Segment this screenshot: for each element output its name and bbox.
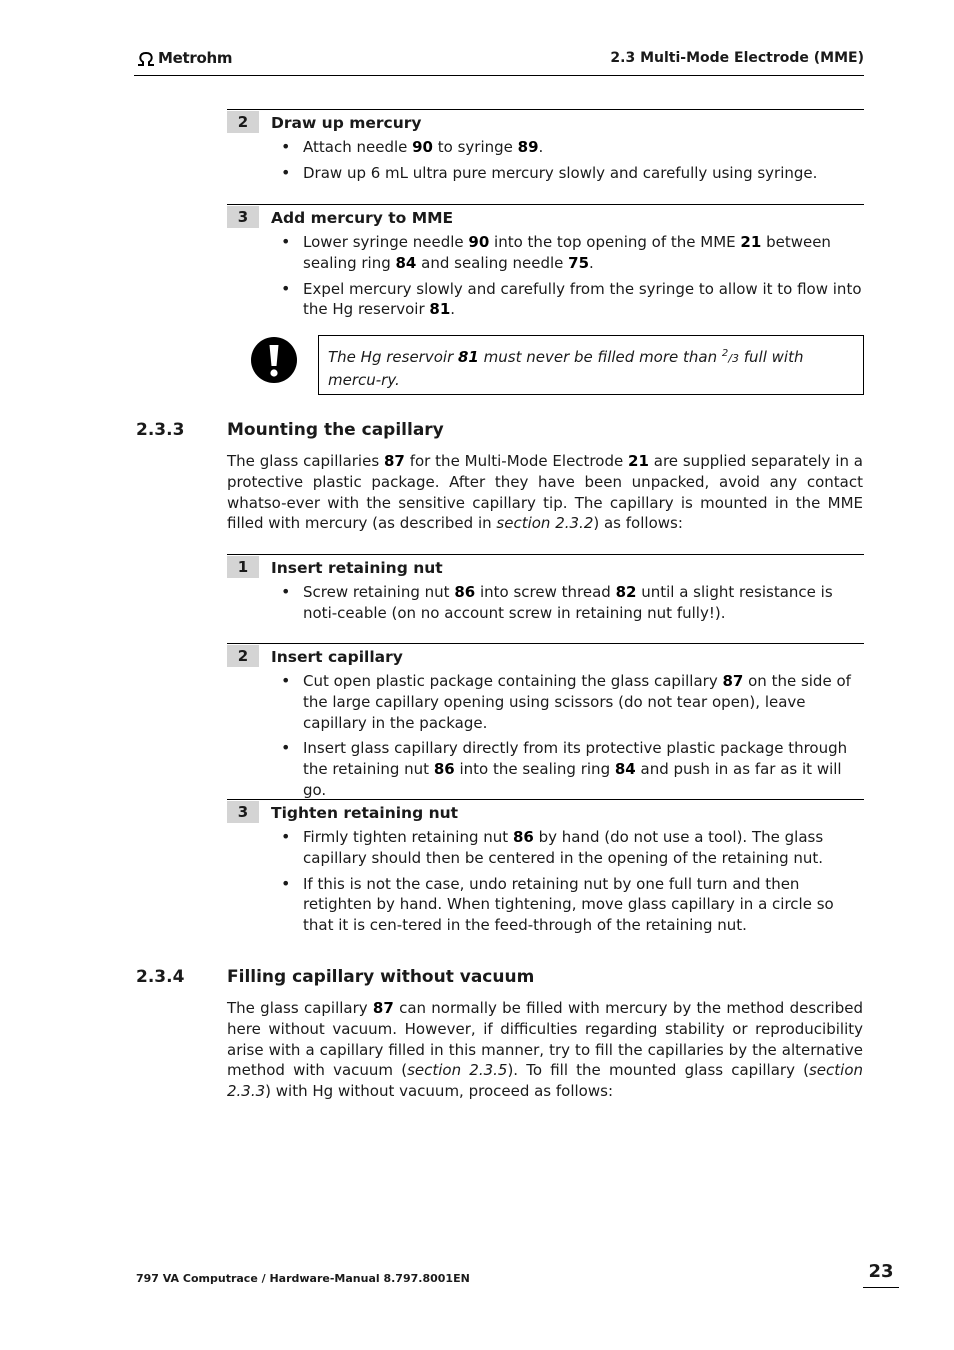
note-text: The Hg reservoir [328, 348, 458, 366]
section-paragraph: The glass capillaries 87 for the Multi-Mode Electrode 21 are supplied separately in a protective plastic package. After they have been unpacked, avoid any contact whatso-ever with the sensitive capillary tip. The capillary is mounted in the MME filled with mercury (as described in section 2.3.2) as follows: [227, 452, 863, 533]
step-insert-capillary [227, 643, 864, 799]
header-divider [134, 75, 864, 76]
step-title: Insert capillary [271, 648, 403, 666]
part-number: 86 [454, 583, 476, 601]
step-title: Draw up mercury [271, 114, 422, 132]
part-number: 21 [628, 452, 649, 470]
part-number: 86 [512, 828, 534, 846]
bullet-item: • Draw up 6 mL ultra pure mercury slowly and carefully using syringe. [303, 163, 863, 184]
note-ref: 81 [458, 348, 479, 366]
bullet-item: • Attach needle 90 to syringe 89. [303, 137, 863, 158]
exclamation-icon [250, 336, 298, 384]
section-title: Mounting the capillary [227, 420, 444, 440]
step-bullets [303, 137, 863, 189]
omega-icon [136, 50, 156, 67]
step-number: 3 [227, 206, 259, 228]
part-number: 84 [395, 253, 417, 272]
step-insert-retaining-nut [227, 554, 864, 622]
part-number: 86 [433, 760, 455, 779]
part-number: 75 [568, 253, 590, 272]
step-number: 3 [227, 801, 259, 823]
section-number: 2.3.4 [136, 967, 185, 987]
bullet-item: • Cut open plastic package containing the glass capillary 87 on the side of the large capillary opening using scissors (do not tear open), leave capillary in the package. [303, 671, 863, 733]
bullet-item: • Insert glass capillary directly from its protective plastic package through the retaining nut 86 into the sealing ring 84 and push in as far as it will go. [303, 738, 863, 800]
section-number: 2.3.3 [136, 420, 185, 440]
part-number: 87 [722, 672, 744, 690]
section-paragraph: The glass capillary 87 can normally be filled with mercury by the method described here without vacuum. However, if difficulties regarding stability or reproducibility arise with a capillary filled in this manner, try to fill the capillaries by the alternative method with vacuum (section 2.3.5). To fill the mounted glass capillary (section 2.3.3) with Hg without vacuum, proceed as follows: [227, 999, 864, 1101]
step-title: Insert retaining nut [271, 559, 443, 577]
bullet-item: • Firmly tighten retaining nut 86 by hand (do not use a tool). The glass capillary should then be centered in the opening of the retaining nut. [303, 827, 863, 869]
part-number: 82 [615, 583, 637, 601]
warning-note [318, 335, 864, 395]
step-draw-up-mercury [227, 109, 864, 182]
step-title: Tighten retaining nut [271, 804, 459, 822]
running-header: 2.3 Multi-Mode Electrode (MME) [610, 50, 864, 66]
footer-manual-id: 797 VA Computrace / Hardware-Manual 8.797.8001EN [136, 1272, 470, 1285]
part-number: 81 [429, 300, 451, 319]
bullet-item: • If this is not the case, undo retaining nut by one full turn and then retighten by hand. When tightening, move glass capillary in a circle so that it is cen-tered in the feed-through of the retaining nut. [303, 874, 863, 936]
page-number-underline [863, 1287, 899, 1288]
step-number: 1 [227, 556, 259, 578]
step-number: 2 [227, 111, 259, 133]
bullet-item: • Expel mercury slowly and carefully from the syringe to allow it to flow into the Hg reservoir 81. [303, 279, 863, 321]
step-bullets [303, 232, 863, 325]
part-number: 90 [468, 233, 490, 251]
step-bullets [303, 671, 863, 806]
part-number: 21 [740, 233, 762, 251]
part-number: 87 [383, 452, 405, 470]
bullet-item: • Lower syringe needle 90 into the top opening of the MME 21 between sealing ring 84 and sealing needle 75. [303, 232, 863, 274]
step-bullets [303, 582, 863, 629]
note-text: full with mercu-ry. [328, 348, 804, 389]
part-number: 89 [517, 138, 539, 156]
part-number: 87 [372, 999, 394, 1017]
section-reference: section 2.3.5 [407, 1061, 508, 1080]
step-bullets [303, 827, 863, 941]
metrohm-logo [136, 49, 232, 67]
step-number: 2 [227, 645, 259, 667]
note-text: must never be filled more than [478, 348, 722, 366]
part-number: 90 [412, 138, 433, 156]
bullet-item: • Screw retaining nut 86 into screw thread 82 until a slight resistance is noti-ceable (on no account screw in retaining nut fully!). [303, 582, 863, 624]
section-reference: section 2.3.2 [496, 514, 594, 533]
step-add-mercury [227, 204, 864, 319]
fraction-denominator: /3 [728, 352, 739, 365]
step-title: Add mercury to MME [271, 209, 454, 227]
part-number: 84 [614, 760, 636, 779]
step-tighten-retaining-nut [227, 799, 864, 935]
page-number: 23 [868, 1261, 894, 1282]
section-reference: section 2.3.3 [227, 1061, 864, 1101]
section-title: Filling capillary without vacuum [227, 967, 535, 987]
fraction-numerator: 2 [721, 348, 729, 359]
logo-text: Metrohm [158, 49, 233, 67]
